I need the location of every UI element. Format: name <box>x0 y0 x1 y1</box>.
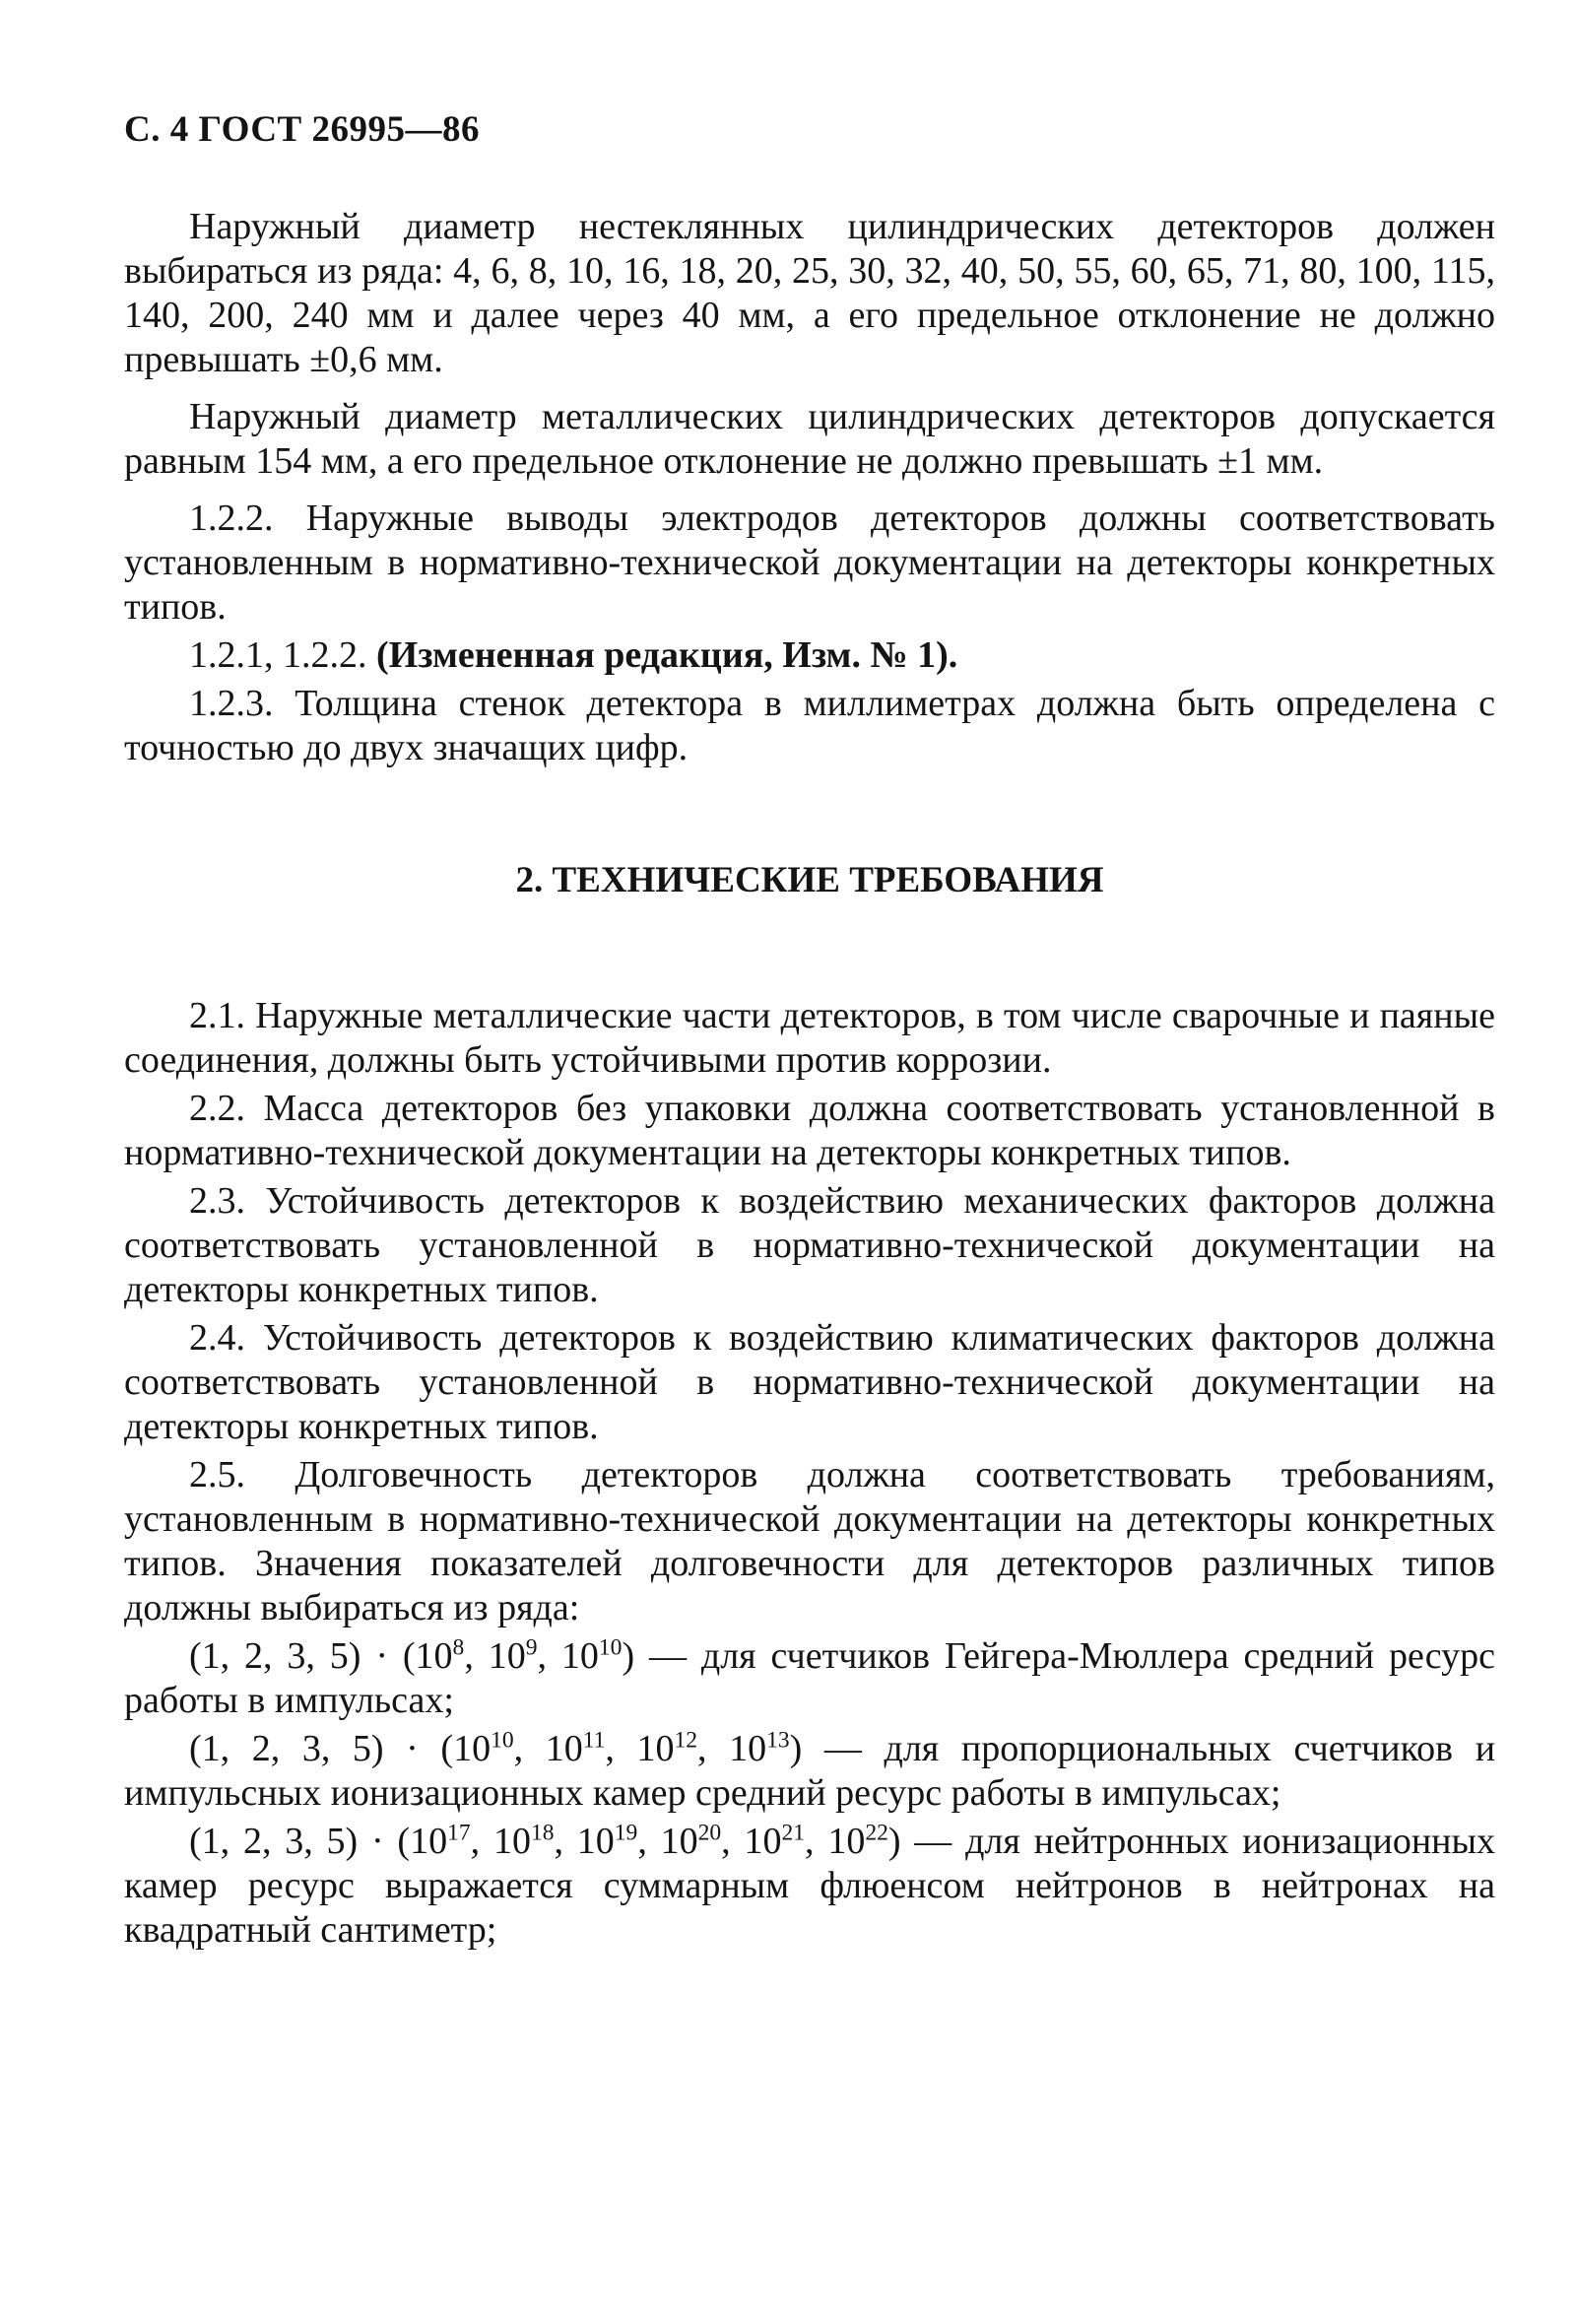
series-neutron: (1, 2, 3, $5) \cdot (10^{17}$, $10^{18}$, $10^{19}$, $10^{20}$, $10^{21}$, $10^{22}$) — для нейтронных ионизационных камер ресурс выражается суммарным флюенсом нейтронов в нейтронах на квадратный сантиметр; <box>124 1820 1496 1951</box>
series-proportional-text: — для пропорциональных счетчиков и импульсных ионизационных камер средний ресурс работы в импульсах; <box>124 1728 1496 1814</box>
running-head: С. 4 ГОСТ 26995—86 <box>124 109 480 150</box>
series-multipliers: (1, 2, 3, 5) · <box>189 1635 388 1677</box>
section-title: 2. ТЕХНИЧЕСКИЕ ТРЕБОВАНИЯ <box>515 860 1104 900</box>
paragraph-2-1: 2.1. Наружные металлические части детекторов, в том числе сварочные и паяные соединения, должны быть устойчивыми против коррозии. <box>124 995 1495 1081</box>
series-neutron-text: — для нейтронных ионизационных камер ресурс выражается суммарным флюенсом нейтронов в нейтронах на квадратный сантиметр; <box>124 1821 1496 1951</box>
amendment-note <box>124 633 1495 678</box>
series-geiger: (1, 2, 3, $5) \cdot (10^8$, $10^9$, $10^{10}$) — для счетчиков Гейгера-Мюллера средний ресурс работы в импульсах; <box>124 1634 1496 1721</box>
paragraph-2-3: 2.3. Устойчивость детекторов к воздействию механических факторов должна соответствовать установленной в нормативно-технической документации на детекторы конкретных типов. <box>124 1180 1495 1310</box>
paragraph-1-2-3: 1.2.3. Толщина стенок детектора в миллиметрах должна быть определена с точностью до двух значащих цифр. <box>124 683 1495 768</box>
paragraph-2-2: 2.2. Масса детекторов без упаковки должна соответствовать установленной в нормативно-технической документации на детекторы конкретных типов. <box>124 1088 1495 1173</box>
paragraph-diameter-nonglass: Наружный диаметр нестеклянных цилиндрических детекторов должен выбираться из ряда: 4, 6, 8, 10, 16, 18, 20, 25, 30, 32, 40, 50, 55, 60, 65, 71, 80, 100, 115, 140, 200, 240 мм и далее через 40 мм, а его предельное отклонение не должно превышать ±0,6 мм. <box>124 206 1495 380</box>
amendment-bold-text: (Измененная редакция, Изм. № 1). <box>376 634 958 676</box>
paragraph-1-2-2: 1.2.2. Наружные выводы электродов детекторов должны соответствовать установленным в нормативно-технической документации на детекторы конкретных типов. <box>124 498 1495 628</box>
amendment-prefix: 1.2.1, 1.2.2. <box>189 634 367 676</box>
paragraph-diameter-metal: Наружный диаметр металлических цилиндрических детекторов допускается равным 154 мм, а его предельное отклонение не должно превышать ±1 мм. <box>124 396 1495 482</box>
series-geiger-text: — для счетчиков Гейгера-Мюллера средний ресурс работы в импульсах; <box>124 1635 1496 1721</box>
paragraph-2-4: 2.4. Устойчивость детекторов к воздействию климатических факторов должна соответствовать установленной в нормативно-технической документации на детекторы конкретных типов. <box>124 1317 1495 1447</box>
document-page <box>124 108 1495 1957</box>
series-proportional: (1, 2, 3, $5) \cdot (10^{10}$, $10^{11}$, $10^{12}$, $10^{13}$) — для пропорциональных счетчиков и импульсных ионизационных камер средний ресурс работы в импульсах; <box>124 1727 1496 1814</box>
paragraph-2-5: 2.5. Долговечность детекторов должна соответствовать требованиям, установленным в нормативно-технической документации на детекторы конкретных типов. Значения показателей долговечности для детекторов различных типов должны выбираться из ряда: <box>124 1454 1495 1628</box>
